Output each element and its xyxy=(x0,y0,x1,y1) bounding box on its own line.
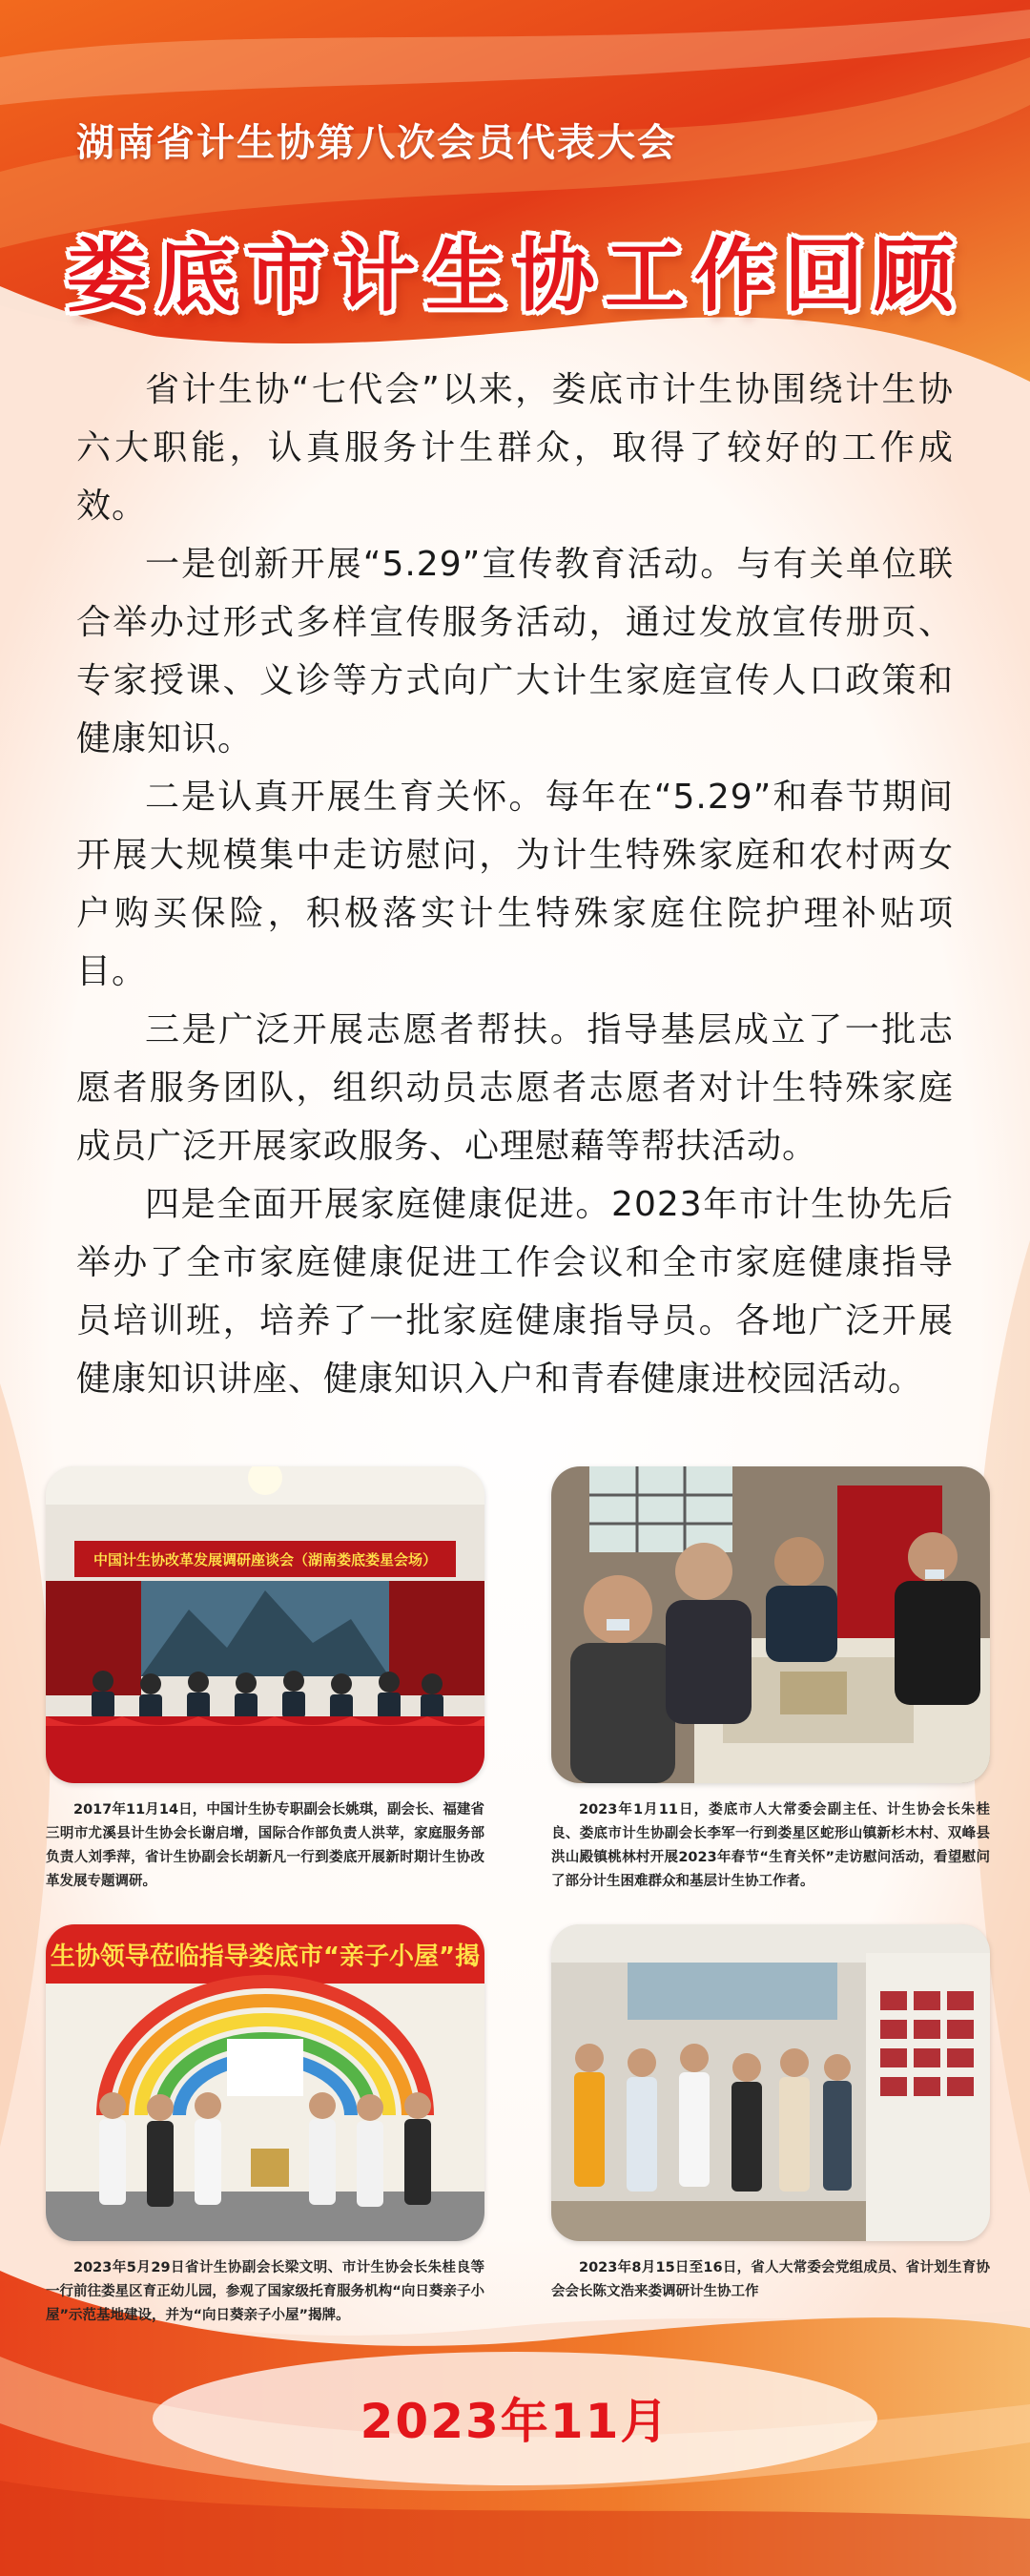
photo-home-visit xyxy=(551,1466,990,1783)
intro-paragraph: 省计生协“七代会”以来，娄底市计生协围绕计生协六大职能，认真服务计生群众，取得了较好的工作成效。 xyxy=(76,370,954,526)
main-title: 娄底市计生协工作回顾 xyxy=(66,229,963,322)
banner-text-meeting: 中国计生协改革发展调研座谈会（湖南娄底娄星会场） xyxy=(93,1551,438,1568)
banner-text-unveiling: 生协领导莅临指导娄底市“亲子小屋”揭 xyxy=(50,1942,481,1971)
photo-card-research xyxy=(551,1924,990,2304)
caption-meeting: 2017年11月14日，中国计生协专职副会长姚琪，副会长、福建省三明市尤溪县计生协会长谢启增，国际合作部负责人洪苹，家庭服务部负责人刘季萍，省计生协副会长胡新凡一行到娄底开展新时期计生协改革发展专题调研。 xyxy=(46,1802,484,1889)
photo-card-meeting xyxy=(46,1466,484,1894)
photo-unveiling xyxy=(46,1924,484,2241)
date-footer: 2023年11月 xyxy=(360,2394,670,2449)
caption-unveiling: 2023年5月29日省计生协副会长梁文明、市计生协会长朱桂良等一行前往娄星区育正幼儿园，参观了国家级托育服务机构“向日葵亲子小屋”示范基地建设，并为“向日葵亲子小屋”揭牌。 xyxy=(46,2260,484,2323)
paragraph-volunteer: 三是广泛开展志愿者帮扶。指导基层成立了一批志愿者服务团队，组织动员志愿者志愿者对计生特殊家庭成员广泛开展家政服务、心理慰藉等帮扶活动。 xyxy=(76,1010,954,1166)
photo-research xyxy=(551,1924,990,2241)
paragraph-family-health: 四是全面开展家庭健康促进。2023年市计生协先后举办了全市家庭健康促进工作会议和全市家庭健康指导员培训班，培养了一批家庭健康指导员。各地广泛开展健康知识讲座、健康知识入户和青春健康进校园活动。 xyxy=(76,1185,954,1399)
paragraph-publicity: 一是创新开展“5.29”宣传教育活动。与有关单位联合举办过形式多样宣传服务活动，通过发放宣传册页、专家授课、义诊等方式向广大计生家庭宣传人口政策和健康知识。 xyxy=(76,545,954,758)
paragraph-birth-care: 二是认真开展生育关怀。每年在“5.29”和春节期间开展大规模集中走访慰问，为计生特殊家庭和农村两女户购买保险，积极落实计生特殊家庭住院护理补贴项目。 xyxy=(76,778,954,991)
photo-meeting xyxy=(46,1466,484,1783)
caption-home-visit: 2023年1月11日，娄底市人大常委会副主任、计生协会长朱桂良、娄底市计生协副会长李军一行到娄星区蛇形山镇新杉木村、双峰县洪山殿镇桃林村开展2023年春节“生育关怀”走访慰问活动，看望慰问了部分计生困难群众和基层计生协工作者。 xyxy=(551,1802,990,1889)
caption-research: 2023年8月15日至16日，省人大常委会党组成员、省计划生育协会会长陈文浩来娄调研计生协工作 xyxy=(551,2260,990,2299)
photo-card-home-visit xyxy=(551,1466,990,1894)
body-text xyxy=(76,361,954,1408)
conference-title: 湖南省计生协第八次会员代表大会 xyxy=(76,121,677,165)
photo-card-unveiling xyxy=(46,1924,484,2328)
